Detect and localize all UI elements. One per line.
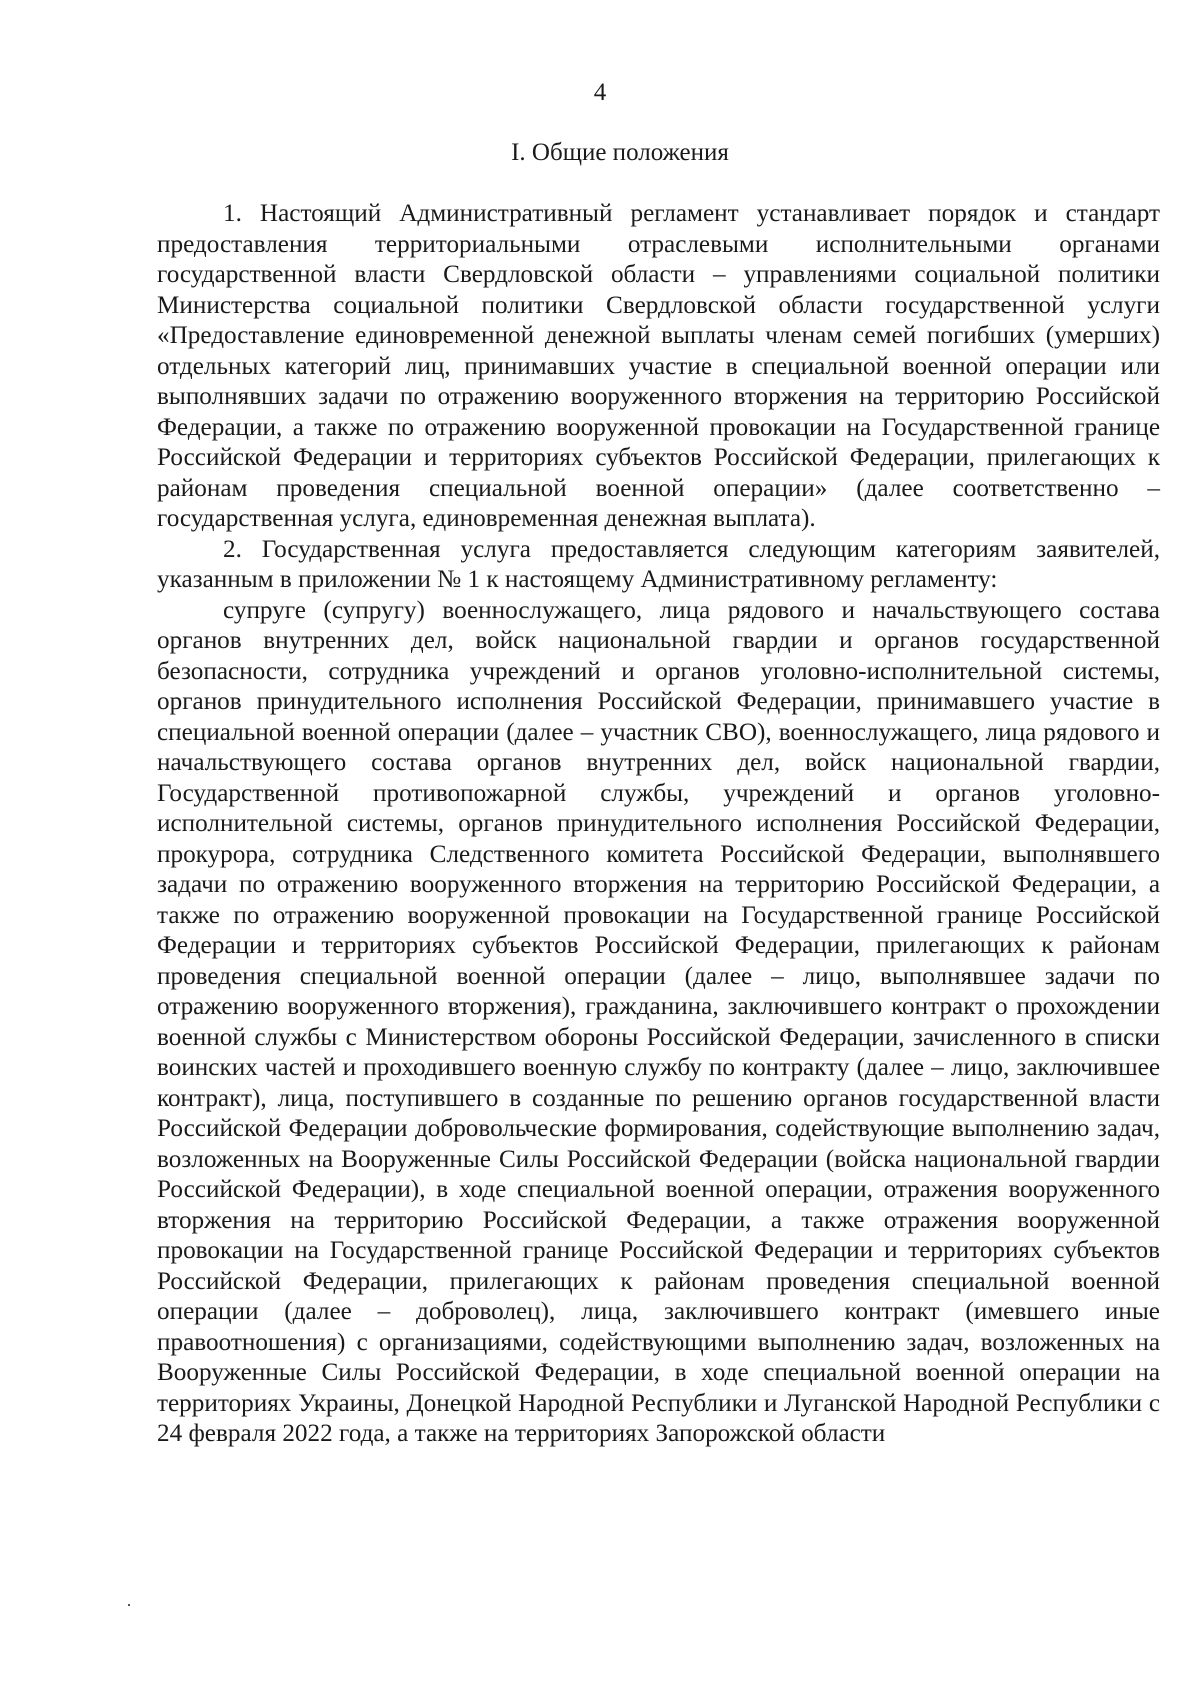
document-body [157, 199, 1160, 1450]
paragraph-1: 1. Настоящий Административный регламент устанавливает порядок и стандарт предоставления территориальными отраслевыми исполнительными органами государственной власти Свердловской области – управлениями социальной политики Министерства социальной политики Свердловской области государственной услуги «Предоставление единовременной денежной выплаты членам семей погибших (умерших) отдельных категорий лиц, принимавших участие в специальной военной операции или выполнявших задачи по отражению вооруженного вторжения на территорию Российской Федерации, а также по отражению вооруженной провокации на Государственной границе Российской Федерации и территориях субъектов Российской Федерации, прилегающих к районам проведения специальной военной операции» (далее соответственно – государственная услуга, единовременная денежная выплата). [157, 200, 1160, 532]
scan-margin-mark [128, 1604, 130, 1606]
page-number: 4 [593, 79, 607, 106]
paragraph-3: супруге (супругу) военнослужащего, лица рядового и начальствующего состава органов внутренних дел, войск национальной гвардии и органов государственной безопасности, сотрудника учреждений и органов уголовно-исполнительной системы, органов принудительного исполнения Российской Федерации, принимавшего участие в специальной военной операции (далее – участник СВО), военнослужащего, лица рядового и начальствующего состава органов внутренних дел, войск национальной гвардии, Государственной противопожарной службы, учреждений и органов уголовно-исполнительной системы, органов принудительного исполнения Российской Федерации, прокурора, сотрудника Следственного комитета Российской Федерации, выполнявшего задачи по отражению вооруженного вторжения на территорию Российской Федерации, а также по отражению вооруженной провокации на Государственной границе Российской Федерации и территориях субъектов Российской Федерации, прилегающих к районам проведения специальной военной операции (далее – лицо, выполнявшее задачи по отражению вооруженного вторжения), гражданина, заключившего контракт о прохождении военной службы с Министерством обороны Российской Федерации, зачисленного в списки воинских частей и проходившего военную службу по контракту (далее – лицо, заключившее контракт), лица, поступившего в созданные по решению органов государственной власти Российской Федерации добровольческие формирования, содействующие выполнению задач, возложенных на Вооруженные Силы Российской Федерации (войска национальной гвардии Российской Федерации), в ходе специальной военной операции, отражения вооруженного вторжения на территорию Российской Федерации, а также отражения вооруженной провокации на Государственной границе Российской Федерации и территориях субъектов Российской Федерации, прилегающих к районам проведения специальной военной операции (далее – доброволец), лица, заключившего контракт (имевшего иные правоотношения) с организациями, содействующими выполнению задач, возложенных на Вооруженные Силы Российской Федерации, в ходе специальной военной операции на территориях Украины, Донецкой Народной Республики и Луганской Народной Республики с 24 февраля 2022 года, а также на территориях Запорожской области [157, 596, 1160, 1447]
paragraph-2: 2. Государственная услуга предоставляется следующим категориям заявителей, указанным в приложении № 1 к настоящему Административному регламенту: [157, 535, 1160, 593]
section-heading: I. Общие положения [511, 139, 729, 166]
